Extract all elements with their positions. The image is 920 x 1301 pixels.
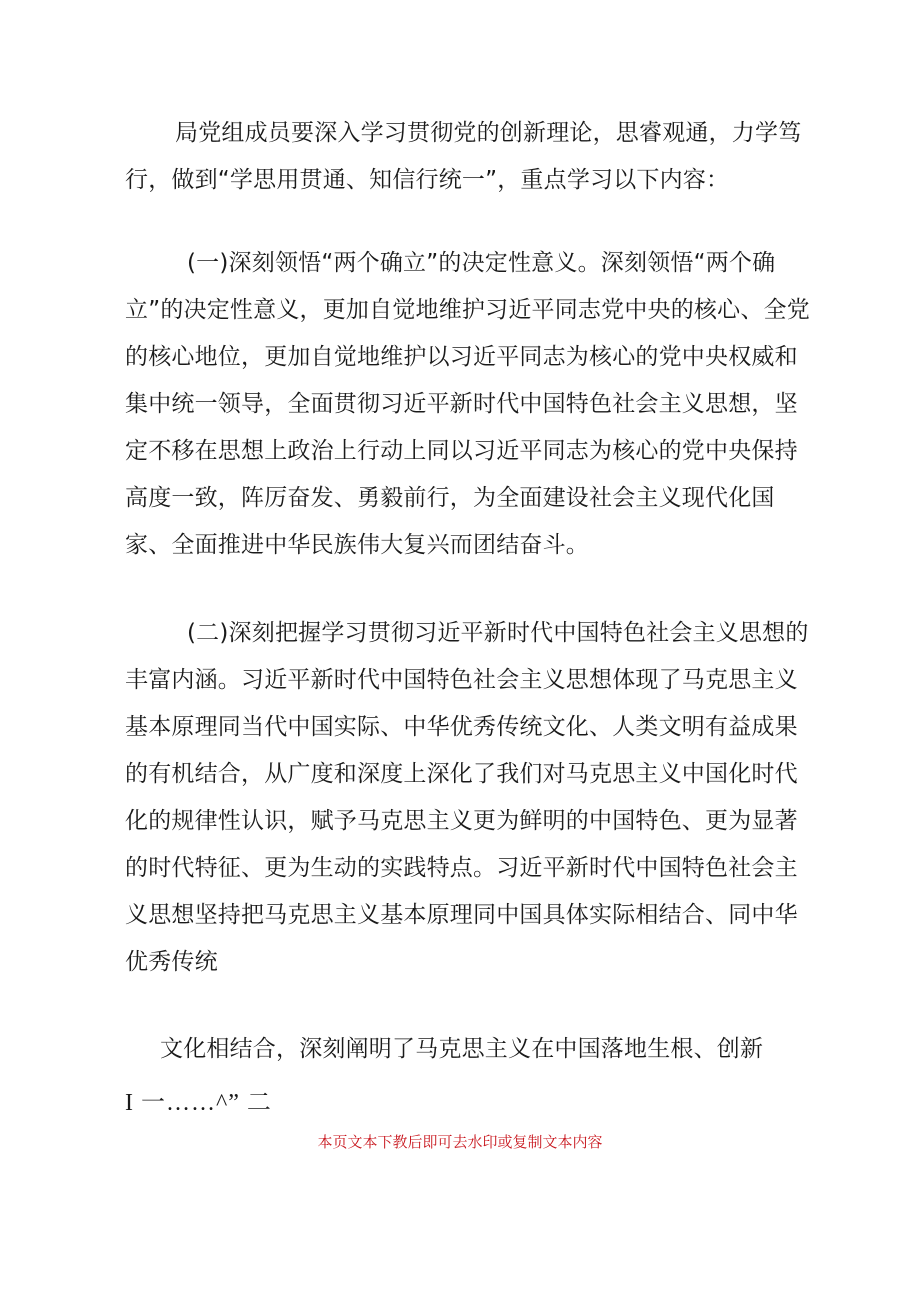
ocr-fragment-line: I 一……^” 二 [125,1090,272,1116]
watermark-removal-note: 本页文本下教后即可去水印或复制文本内容 [317,1133,603,1151]
paragraph-intro: 局党组成员要深入学习贯彻党的创新理论，思睿观通，力学笃行，做到“学思用贯通、知信行统一”，重点学习以下内容： [125,120,802,193]
paragraph-continuation: 文化相结合，深刻阐明了马克思主义在中国落地生根、创新 [160,1036,764,1062]
paragraph-section-one: (一)深刻领悟“两个确立”的决定性意义。深刻领悟“两个确立”的决定性意义，更加自觉地维护习近平同志党中央的核心、全党的核心地位，更加自觉地维护以习近平同志为核心的党中央权威和集中统一领导，全面贯彻习近平新时代中国特色社会主义思想，坚定不移在思想上政治上行动上同以习近平同志为核心的党中央保持高度一致，阵厉奋发、勇毅前行，为全面建设社会主义现代化国家、全面推进中华民族伟大复兴而团结奋斗。 [125,250,810,558]
paragraph-section-two: (二)深刻把握学习贯彻习近平新时代中国特色社会主义思想的丰富内涵。习近平新时代中国特色社会主义思想体现了马克思主义基本原理同当代中国实际、中华优秀传统文化、人类文明有益成果的有机结合，从广度和深度上深化了我们对马克思主义中国化时代化的规律性认识，赋予马克思主义更为鲜明的中国特色、更为显著的时代特征、更为生动的实践特点。习近平新时代中国特色社会主义思想坚持把马克思主义基本原理同中国具体实际相结合、同中华优秀传统 [125,620,809,975]
